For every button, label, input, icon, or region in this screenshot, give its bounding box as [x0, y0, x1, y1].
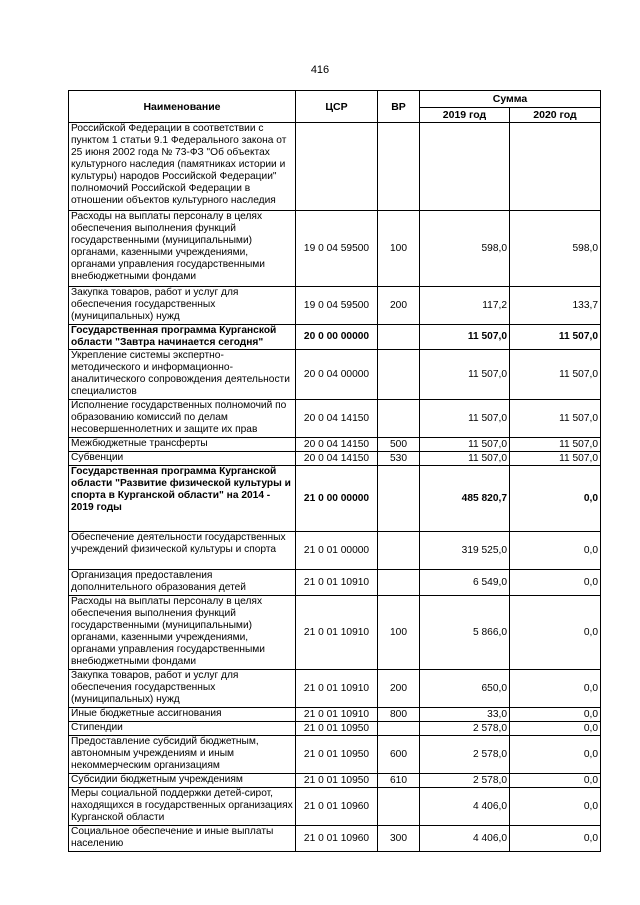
row-name: Российской Федерации в соответствии с пунктом 1 статьи 9.1 Федерального закона от 25 июня 2002 года № 73-ФЗ "Об объектах культурного наследия (памятниках истории и культуры) народов Российской Федерации" полномочий Российской Федерации в отношении объектов культурного наследия: [69, 123, 296, 211]
row-vr: [378, 325, 420, 350]
table-row: [69, 788, 601, 826]
row-csr: 21 0 01 10950: [296, 736, 378, 774]
row-vr: 610: [378, 774, 420, 788]
row-amount-2020: 133,7: [510, 287, 601, 325]
row-csr: 21 0 01 10910: [296, 570, 378, 596]
row-csr: 20 0 04 00000: [296, 350, 378, 400]
row-csr: 20 0 04 14150: [296, 452, 378, 466]
row-vr: 300: [378, 826, 420, 852]
row-amount-2019: [420, 123, 510, 211]
table-row: [69, 350, 601, 400]
row-amount-2020: 0,0: [510, 826, 601, 852]
table-row: [69, 123, 601, 211]
table-row: [69, 596, 601, 670]
row-amount-2019: 598,0: [420, 211, 510, 287]
row-amount-2020: 0,0: [510, 670, 601, 708]
row-vr: [378, 123, 420, 211]
row-amount-2019: 2 578,0: [420, 736, 510, 774]
row-amount-2020: 0,0: [510, 708, 601, 722]
row-amount-2020: 11 507,0: [510, 325, 601, 350]
table-row: [69, 532, 601, 570]
row-csr: 21 0 00 00000: [296, 466, 378, 532]
row-csr: 20 0 04 14150: [296, 400, 378, 438]
row-amount-2020: 0,0: [510, 532, 601, 570]
header-vr: ВР: [378, 91, 420, 123]
table-row: [69, 287, 601, 325]
row-amount-2019: 650,0: [420, 670, 510, 708]
row-amount-2020: 11 507,0: [510, 400, 601, 438]
row-name: Субвенции: [69, 452, 296, 466]
row-name: Межбюджетные трансферты: [69, 438, 296, 452]
table-row: [69, 570, 601, 596]
table-row: [69, 452, 601, 466]
row-csr: 21 0 01 10960: [296, 826, 378, 852]
row-amount-2019: 2 578,0: [420, 722, 510, 736]
row-vr: [378, 532, 420, 570]
row-amount-2020: 11 507,0: [510, 438, 601, 452]
row-amount-2020: 11 507,0: [510, 452, 601, 466]
header-sum: Сумма: [420, 91, 601, 108]
table-row: [69, 466, 601, 532]
row-amount-2020: 0,0: [510, 774, 601, 788]
row-csr: 19 0 04 59500: [296, 211, 378, 287]
row-name: Организация предоставления дополнительного образования детей: [69, 570, 296, 596]
row-vr: [378, 788, 420, 826]
row-name: Иные бюджетные ассигнования: [69, 708, 296, 722]
row-name: Социальное обеспечение и иные выплаты населению: [69, 826, 296, 852]
row-csr: [296, 123, 378, 211]
row-amount-2019: 485 820,7: [420, 466, 510, 532]
row-vr: 500: [378, 438, 420, 452]
row-name: Обеспечение деятельности государственных учреждений физической культуры и спорта: [69, 532, 296, 570]
page-number: 416: [310, 64, 330, 76]
row-vr: 600: [378, 736, 420, 774]
row-name: Государственная программа Курганской области "Развитие физической культуры и спорта в Курганской области" на 2014 - 2019 годы: [69, 466, 296, 532]
row-vr: 100: [378, 211, 420, 287]
table-row: [69, 736, 601, 774]
row-vr: 200: [378, 670, 420, 708]
row-name: Стипендии: [69, 722, 296, 736]
table-row: [69, 670, 601, 708]
row-csr: 20 0 04 14150: [296, 438, 378, 452]
row-amount-2019: 11 507,0: [420, 400, 510, 438]
row-vr: 100: [378, 596, 420, 670]
table-row: [69, 211, 601, 287]
table-row: [69, 400, 601, 438]
header-2020: 2020 год: [510, 108, 601, 123]
budget-table: [68, 90, 601, 852]
row-vr: [378, 570, 420, 596]
row-vr: [378, 350, 420, 400]
row-csr: 21 0 01 10910: [296, 670, 378, 708]
row-amount-2019: 5 866,0: [420, 596, 510, 670]
row-amount-2019: 6 549,0: [420, 570, 510, 596]
header-2019: 2019 год: [420, 108, 510, 123]
row-amount-2019: 117,2: [420, 287, 510, 325]
row-name: Расходы на выплаты персоналу в целях обеспечения выполнения функций государственными (муниципальными) органами, казенными учреждениями, органами управления государственными внебюджетными фондами: [69, 596, 296, 670]
row-name: Закупка товаров, работ и услуг для обеспечения государственных (муниципальных) нужд: [69, 287, 296, 325]
row-name: Укрепление системы экспертно-методического и информационно-аналитического сопровождения деятельности специалистов: [69, 350, 296, 400]
table-row: [69, 774, 601, 788]
header-csr: ЦСР: [296, 91, 378, 123]
row-amount-2019: 11 507,0: [420, 438, 510, 452]
row-amount-2020: 0,0: [510, 466, 601, 532]
table-row: [69, 325, 601, 350]
row-name: Предоставление субсидий бюджетным, автономным учреждениям и иным некоммерческим организациям: [69, 736, 296, 774]
table-body: [69, 123, 601, 852]
table-row: [69, 708, 601, 722]
table-row: [69, 722, 601, 736]
row-amount-2019: 319 525,0: [420, 532, 510, 570]
row-amount-2019: 4 406,0: [420, 826, 510, 852]
row-amount-2020: 0,0: [510, 596, 601, 670]
row-name: Субсидии бюджетным учреждениям: [69, 774, 296, 788]
row-vr: [378, 466, 420, 532]
table-row: [69, 438, 601, 452]
row-amount-2020: 598,0: [510, 211, 601, 287]
row-csr: 21 0 01 10960: [296, 788, 378, 826]
row-name: Государственная программа Курганской области "Завтра начинается сегодня": [69, 325, 296, 350]
row-name: Расходы на выплаты персоналу в целях обеспечения выполнения функций государственными (муниципальными) органами, казенными учреждениями, органами управления государственными внебюджетными фондами: [69, 211, 296, 287]
row-name: Закупка товаров, работ и услуг для обеспечения государственных (муниципальных) нужд: [69, 670, 296, 708]
row-vr: 530: [378, 452, 420, 466]
row-amount-2020: 0,0: [510, 736, 601, 774]
row-csr: 21 0 01 10950: [296, 722, 378, 736]
row-vr: 800: [378, 708, 420, 722]
row-vr: [378, 400, 420, 438]
row-amount-2019: 11 507,0: [420, 452, 510, 466]
row-amount-2019: 4 406,0: [420, 788, 510, 826]
row-amount-2020: 11 507,0: [510, 350, 601, 400]
row-csr: 21 0 01 10950: [296, 774, 378, 788]
row-amount-2020: [510, 123, 601, 211]
row-vr: 200: [378, 287, 420, 325]
row-amount-2019: 11 507,0: [420, 325, 510, 350]
row-csr: 21 0 01 00000: [296, 532, 378, 570]
row-name: Меры социальной поддержки детей-сирот, находящихся в государственных организациях Курганской области: [69, 788, 296, 826]
row-csr: 19 0 04 59500: [296, 287, 378, 325]
row-csr: 21 0 01 10910: [296, 708, 378, 722]
row-amount-2019: 11 507,0: [420, 350, 510, 400]
row-amount-2020: 0,0: [510, 570, 601, 596]
header-name: Наименование: [69, 91, 296, 123]
row-amount-2019: 2 578,0: [420, 774, 510, 788]
row-name: Исполнение государственных полномочий по образованию комиссий по делам несовершеннолетних и защите их прав: [69, 400, 296, 438]
row-vr: [378, 722, 420, 736]
row-csr: 21 0 01 10910: [296, 596, 378, 670]
row-csr: 20 0 00 00000: [296, 325, 378, 350]
row-amount-2020: 0,0: [510, 788, 601, 826]
row-amount-2020: 0,0: [510, 722, 601, 736]
table-row: [69, 826, 601, 852]
row-amount-2019: 33,0: [420, 708, 510, 722]
